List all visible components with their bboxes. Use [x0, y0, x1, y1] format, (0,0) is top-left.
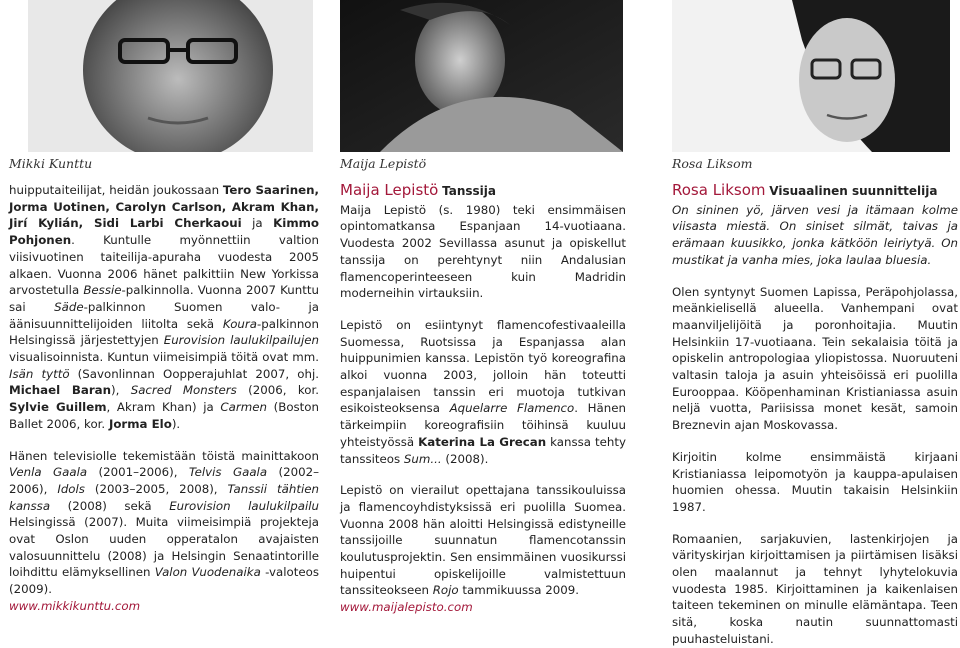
- paragraph-1: huipputaiteilijat, heidän joukossaan Tero Saarinen, Jorma Uotinen, Carolyn Carlson, Akram Khan, Jirí Kylián, Sidi Larbi Cherkaoui ja Kimmo Pohjonen. Kuntulle myönnettiin valtion viisivuotinen taiteilija-apuraha vuodesta 2005 alkaen. Vuonna 2006 hänet palkittiin New Yorkissa arvostetulla Bessie-palkinnolla. Vuonna 2007 Kunttu sai Säde-palkinnon Suomen valo- ja äänisuunnittelijoiden liitolta sekä Koura-palkinnon Helsingissä järjestettyjen Eurovision laulukilpailujen visualisoinnista. Kuntun viimeisimpiä töitä ovat mm. Isän tyttö (Savonlinnan Oopperajuhlat 2007, ohj. Michael Baran), Sacred Monsters (2006, kor. Sylvie Guillem, Akram Khan) ja Carmen (Boston Ballet 2006, kor. Jorma Elo).: [9, 183, 320, 431]
- section-heading: [672, 182, 958, 200]
- caption-mikki-kunttu: Mikki Kunttu: [9, 156, 93, 171]
- column-mikki-kunttu: [9, 182, 319, 615]
- person-name: Maija Lepistö: [340, 181, 439, 199]
- caption-maija-lepisto: Maija Lepistö: [340, 156, 427, 171]
- website-link-maija-lepisto[interactable]: www.maijalepisto.com: [340, 600, 473, 615]
- column-maija-lepisto: [340, 182, 626, 616]
- person-role: Tanssija: [442, 184, 496, 198]
- portrait-photo-maija-lepisto: [340, 0, 623, 152]
- paragraph-1: Olen syntynyt Suomen Lapissa, Peräpohjolassa, meänkielisellä alueella. Vanhempani ovat maanviljelijöitä ja poronhoitajia. Muutin Helsinkiin 17-vuotiaana. Tein sekalaisia töitä ja opiskelin antropologiaa yliopistossa. Nuoruuteni valtasin taloja ja asuin yhteisöissä eri puolilla Eurooppaa. Kööpenhaminan Kristianiassa asuin neljä vuotta, Pariisissa monet kesät, samoin Breznevin ajan Moskovassa.: [672, 284, 958, 433]
- caption-rosa-liksom: Rosa Liksom: [672, 156, 753, 171]
- paragraph-1: Maija Lepistö (s. 1980) teki ensimmäisen opintomatkansa Espanjaan 14-vuotiaana. Vuodesta 2002 Sevillassa asunut ja opiskellut tanssija on perehtynyt niin Andalusian flamencoperinteeseen kuin Madridin moderneihin virtauksiin.: [340, 202, 626, 301]
- person-name: Rosa Liksom: [672, 181, 766, 199]
- poem: On sininen yö, järven vesi ja itämaan kolme viisasta miestä. On siniset silmät, taivas ja erämaan kuusikko, jonka kätköön leiriytyä. On mustikat ja vanha mies, joka laulaa bluesia.: [672, 202, 958, 267]
- portrait-photo-rosa-liksom: [672, 0, 950, 152]
- paragraph-3: Romaanien, sarjakuvien, lastenkirjojen ja värityskirjan kirjoittamisen ja piirtämisen lisäksi olen maalannut ja tehnyt lyhytelokuvia vuodesta 1985. Kirjoittaminen ja kaikenlaisen taiteen tekeminen on minulle elämäntapa. Teen sitä, koska nautin suunnattomasti puuhasteluistani.: [672, 531, 958, 646]
- section-heading: [340, 182, 626, 200]
- portrait-photo-mikki-kunttu: [28, 0, 313, 152]
- paragraph-2: Kirjoitin kolme ensimmäistä kirjaani Kristianiassa leipomotyön ja kauppa-apulaisen huomien ohessa. Muutin takaisin Helsinkiin 1987.: [672, 449, 958, 514]
- website-link-mikki-kunttu[interactable]: www.mikkikunttu.com: [9, 598, 141, 613]
- paragraph-2: Lepistö on esiintynyt flamencofestivaaleilla Suomessa, Ruotsissa ja Espanjassa alan huippunimien kanssa. Lepistön työ koreografina alkoi vuonna 2003, jolloin hän toteutti espanjalaisen tanssin eri muotoja tutkivan esikoisteoksensa Aquelarre Flamenco. Hänen tärkeimpiin koreografisiin töihinsä kuuluu yhteistyössä Katerina La Grecan kanssa tehty tanssiteos Sum... (2008).: [340, 317, 626, 466]
- column-rosa-liksom: [672, 182, 958, 648]
- paragraph-2: Hänen televisiolle tekemistään töistä mainittakoon Venla Gaala (2001–2006), Telvis Gaala (2002–2006), Idols (2003–2005, 2008), Tanssii tähtien kanssa (2008) sekä Eurovision laulukilpailu Helsingissä (2007). Muita viimeisimpiä projekteja ovat Oslon uuden opperatalon avajaisten valosuunnittelu (2008) ja Helsingin Senaatintorille loihdittu elämyksellinen Valon Vuodenaika -valoteos (2009).: [9, 448, 320, 597]
- paragraph-3: Lepistö on vierailut opettajana tanssikouluissa ja flamencoyhdistyksissä eri puolilla Suomea. Vuonna 2008 hän aloitti Helsingissä edistyneille tanssijoille suunnatun flamencotanssin koulutusprojektin. Sen ensimmäinen vuosikurssi huipentui opiskelijoille valmistettuun tanssiteokseen Rojo tammikuussa 2009.: [340, 483, 626, 598]
- person-role: Visuaalinen suunnittelija: [769, 184, 938, 198]
